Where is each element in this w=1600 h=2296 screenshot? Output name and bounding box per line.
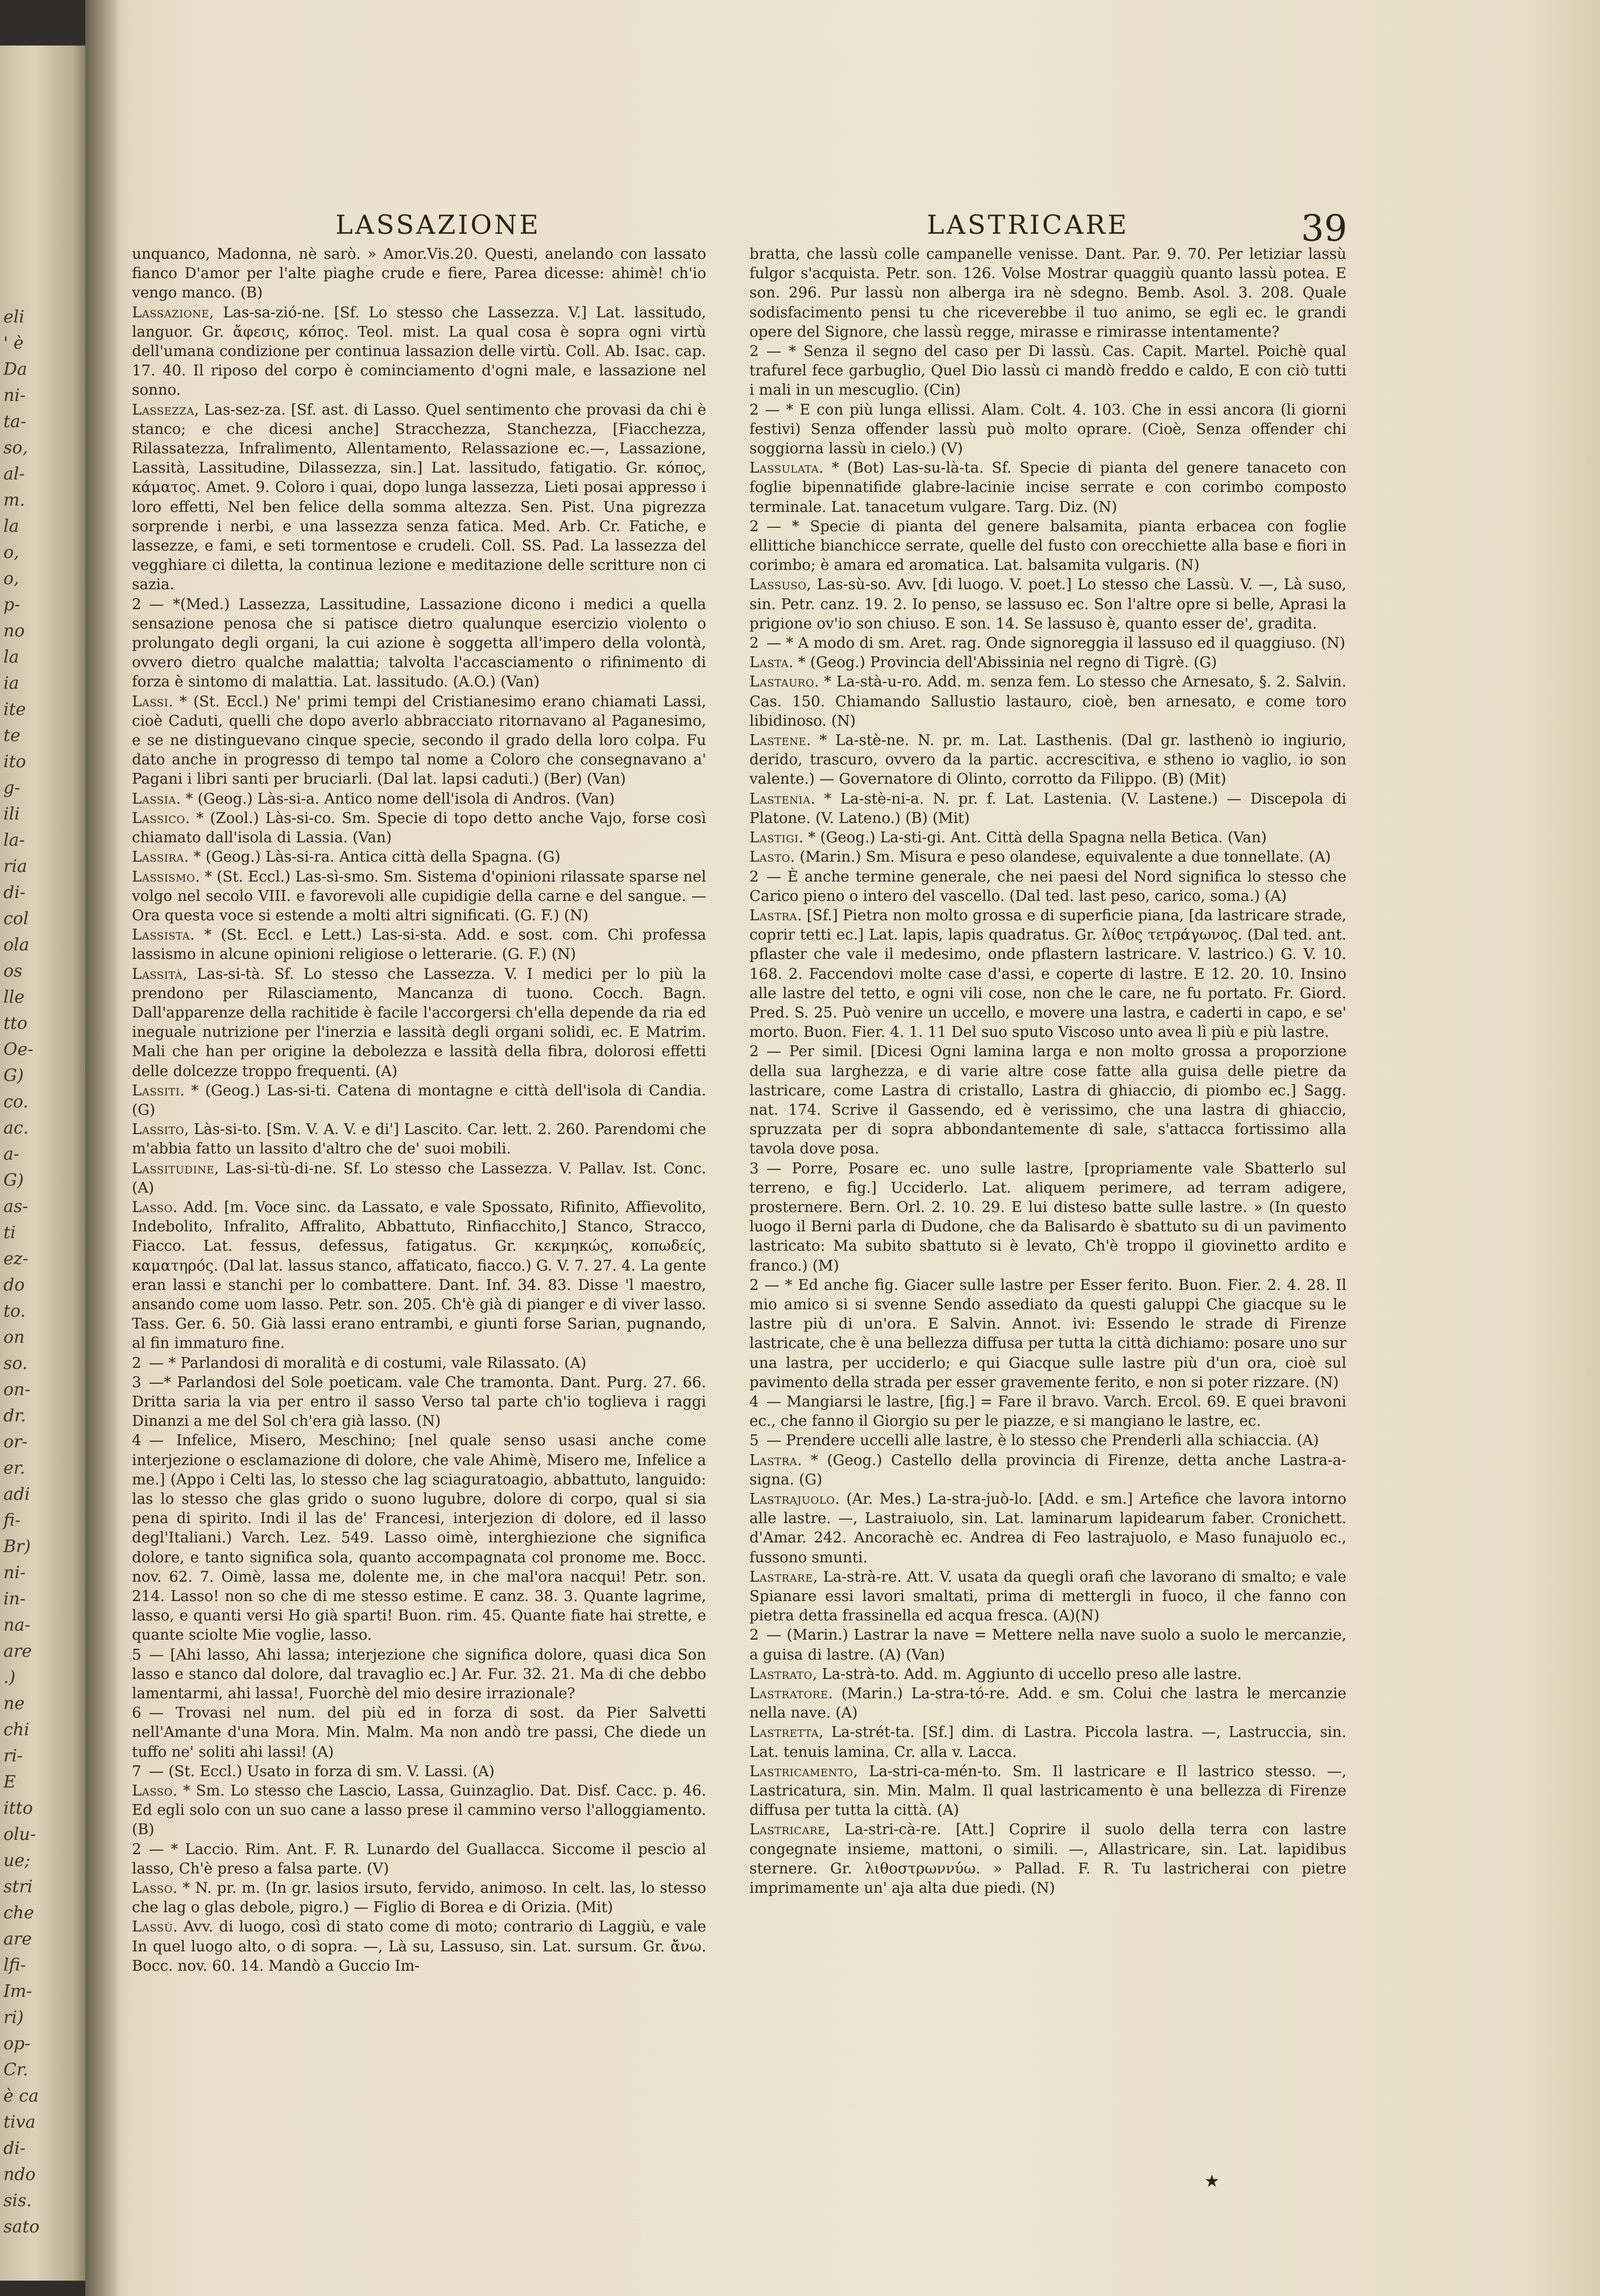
margin-fragment: è ca	[3, 2086, 39, 2106]
dictionary-entry	[132, 1354, 706, 1373]
entry-text: — (St. Eccl.) Usato in forza di sm. V. Lassi. (A)	[149, 1763, 495, 1780]
margin-fragment: so,	[3, 438, 28, 458]
margin-fragment: te	[3, 726, 20, 746]
dictionary-entry	[132, 1081, 706, 1120]
dictionary-entry	[132, 1373, 706, 1432]
margin-fragment: in-	[3, 1589, 26, 1609]
headword: Lastretta	[749, 1724, 819, 1741]
margin-fragment: na-	[3, 1615, 31, 1635]
sense-number: 4	[132, 1432, 142, 1450]
margin-fragment: op-	[3, 2034, 31, 2054]
entry-text: . (Marin.) La-stra-tó-re. Add. e sm. Colui che lastra le mercanzie nella nave. (A)	[749, 1685, 1346, 1722]
entry-text: . * (St. Eccl.) Ne' primi tempi del Cristianesimo erano chiamati Lassi, cioè Caduti, quelli che dopo averlo abbracciato ritornavano al Paganesimo, e se ne distinguevano cinque specie, secondo il grado della loro colpa. Fu dato anche in progresso di tempo tal nome a Coloro che consegnavano a' Pagani i libri santi per bruciarli. (Dal lat. lapsi caduti.) (Ber) (Van)	[132, 693, 706, 788]
dictionary-entry	[132, 867, 706, 926]
entry-text: . * (Bot) Las-su-là-ta. Sf. Specie di pianta del genere tanaceto con foglie bipennatifide glabre-lacinie incise serrate e con corimbo composto terminale. Lat. tanacetum vulgare. Targ. Diz. (N)	[749, 460, 1346, 516]
entry-text: , Làs-si-to. [Sm. V. A. V. e di'] Lascito. Car. lett. 2. 260. Parendomi che m'abbia fatto un lassito d'altro che de' suoi mobili.	[132, 1121, 706, 1158]
headword: Lassiti	[132, 1082, 180, 1099]
entry-text: . * (Geog.) Làs-si-a. Antico nome dell'isola di Andros. (Van)	[176, 790, 615, 808]
margin-fragment: itto	[3, 1798, 33, 1818]
margin-fragment: ' è	[3, 333, 24, 353]
dictionary-entry	[749, 400, 1346, 459]
dictionary-entry	[749, 342, 1346, 400]
left-page-edge	[0, 45, 85, 2281]
dictionary-entry	[132, 245, 706, 303]
page-number: 39	[1301, 208, 1348, 250]
margin-fragment: ri-	[3, 1746, 23, 1766]
entry-text: , La-strà-re. Att. V. usata da quegli orafi che lavorano di smalto; e vale Spianare essi lavori smaltati, prima di mettergli in fuoco, il che fanno con pietra detta frassinella ed acqua fresca. (A)(N)	[749, 1568, 1346, 1625]
dictionary-entry	[132, 1762, 706, 1781]
sense-number: 2	[749, 1627, 759, 1644]
margin-fragment: os	[3, 961, 23, 981]
sense-number: 6	[132, 1705, 142, 1722]
margin-fragment: ria	[3, 857, 27, 876]
dictionary-entry	[749, 828, 1346, 847]
dictionary-entry	[749, 1567, 1346, 1626]
margin-fragment: la	[3, 647, 19, 667]
margin-fragment: tiva	[3, 2112, 36, 2132]
dictionary-entry	[749, 1723, 1346, 1761]
margin-fragment: so.	[3, 1354, 28, 1374]
margin-fragment: or-	[3, 1432, 28, 1452]
margin-fragment: o,	[3, 543, 19, 562]
entry-text: — Porre, Posare ec. uno sulle lastre, [propriamente vale Sbatterlo sul terreno, e fig.] Ucciderlo. Lat. aliquem perimere, ad terram adigere, prosternere. Bern. Orl. 2. 10. 29. E lui disteso batte sulle lastre. » (In questo luogo il Berni parla di Dudone, che da Balisardo è sbattuto su di un pavimento lastricato: Ma subito sbattuto si è levato, Ch'è troppo il giovinetto ardito e franco.) (M)	[749, 1160, 1346, 1275]
entry-text: — * Laccio. Rim. Ant. F. R. Lunardo del Guallacca. Siccome il pescio al lasso, Ch'è preso a falsa parte. (V)	[132, 1840, 706, 1877]
margin-fragment: fi-	[3, 1511, 21, 1530]
entry-text: . (Marin.) Sm. Misura e peso olandese, equivalente a due tonnellate. (A)	[790, 849, 1331, 866]
headword: Lassuso	[749, 576, 807, 594]
margin-fragment: di-	[3, 2138, 26, 2158]
entry-text: . * N. pr. m. (In gr. lasios irsuto, fervido, animoso. In celt. las, lo stesso che lag o glas debole, pigro.) — Figlio di Borea e di Orizia. (Mit)	[132, 1880, 706, 1917]
margin-fragment: er.	[3, 1458, 26, 1478]
dictionary-entry	[132, 1879, 706, 1917]
margin-fragment: Oe-	[3, 1040, 34, 1060]
margin-fragment: on	[3, 1327, 25, 1347]
headword: Lastrare	[749, 1568, 813, 1586]
headword: Lassulata	[749, 460, 819, 477]
entry-text: . * La-stà-u-ro. Add. m. senza fem. Lo stesso che Arnesato, §. 2. Salvin. Cas. 150. Chiamando Sallustio lastauro, cioè, ben arnesato, e come toro libidinoso. (N)	[749, 673, 1346, 730]
margin-fragment: ni-	[3, 386, 26, 406]
margin-fragment: ne	[3, 1694, 25, 1714]
margin-fragment: eli	[3, 307, 24, 327]
entry-text: , La-strà-to. Add. m. Aggiunto di uccello preso alle lastre.	[812, 1665, 1242, 1683]
margin-fragment: chi	[3, 1720, 30, 1740]
headword: Lassi	[132, 693, 169, 710]
headword: Lassista	[132, 926, 190, 944]
running-head-right: LASTRICARE	[927, 209, 1129, 240]
margin-fragment: che	[3, 1903, 34, 1923]
dictionary-entry	[132, 1198, 706, 1354]
dictionary-entry	[749, 458, 1346, 517]
margin-fragment: la-	[3, 830, 25, 850]
dictionary-entry	[132, 595, 706, 692]
margin-fragment: stri	[3, 1877, 33, 1897]
margin-fragment: on-	[3, 1380, 31, 1400]
dictionary-entry	[749, 1684, 1346, 1723]
margin-fragment: ia	[3, 673, 19, 693]
dictionary-entry	[749, 906, 1346, 1042]
entry-text: — Infelice, Misero, Meschino; [nel quale senso usasi anche come interjezione o esclamazione di dolore, che vale Ahimè, Misero me, Infelice a me.] (Appo i Celti las, lo stesso che lag sciaguratoagio, abbattuto, languido: las lo stesso che glas grido o suono lugubre, dolore di corpo, qual si sia pena di spirito. Indi il las de' Francesi, interjezion di dolore, ed il lasso degl'Italiani.) Varch. Lez. 549. Lasso oimè, interghiezione che significa dolore, e tanto significa sola, quanto accompagnata col pronome me. Bocc. nov. 62. 7. Oimè, lassa me, dolente me, in che mal'ora nacqui! Petr. son. 214. Lasso! non so che di me stesso estime. E canz. 38. 3. Quante lagrime, lasso, e quanti versi Ho già sparti! Buon. rim. 45. Quante fiate hai strette, e quante sciolte Mie voglie, lasso.	[132, 1432, 706, 1644]
headword: Lastricare	[749, 1821, 826, 1839]
margin-fragment: .)	[3, 1668, 16, 1687]
margin-fragment: sato	[3, 2217, 40, 2237]
headword: Lastrato	[749, 1665, 813, 1683]
entry-text: . * La-stè-ne. N. pr. m. Lat. Lasthenis. (Dal gr. lasthenò io ingiurio, derido, trascuro, ovvero da la partic. accrescitiva, e stheno io vaglio, io son valente.) — Governatore di Olinto, corrotto da Filippo. (B) (Mit)	[749, 732, 1346, 788]
entry-text: . * Sm. Lo stesso che Lascio, Lassa, Guinzaglio. Dat. Disf. Cacc. p. 46. Ed egli solo con un suo cane a lasso prese il cammino verso l'alloggiamento. (B)	[132, 1782, 706, 1839]
sense-number: 3	[132, 1374, 142, 1391]
entry-text: , Las-sù-so. Avv. [di luogo. V. poet.] Lo stesso che Lassù. V. —, Là suso, sin. Petr. canz. 19. 2. Io penso, se lassuso ec. Son l'altre opre si belle, Aprasi la prigione ov'io son chiuso. E son. 14. Se lassuso è, quanto esser de', gradita.	[749, 576, 1346, 632]
sense-number: 7	[132, 1763, 142, 1780]
entry-text: . * (Geog.) Làs-si-ra. Antica città della Spagna. (G)	[184, 849, 561, 866]
headword: Lassico	[132, 809, 185, 827]
dictionary-entry	[749, 517, 1346, 576]
dictionary-entry	[132, 1917, 706, 1976]
margin-fragment: sis.	[3, 2191, 32, 2211]
dictionary-entry	[749, 867, 1346, 906]
dictionary-entry	[749, 731, 1346, 789]
sense-number: 2	[749, 1043, 759, 1061]
margin-fragment: lfi-	[3, 1955, 26, 1975]
entry-text: — * Senza il segno del caso per Di lassù. Cas. Capit. Martel. Poichè qual trafurel fece garbuglio, Quel Dio lassù ci mandò freddo e caldo, E con ciò tutti i mali in un mescuglio. (Cin)	[749, 343, 1346, 399]
dictionary-entry	[749, 634, 1346, 653]
entry-text: . Add. [m. Voce sinc. da Lassato, e vale Spossato, Rifinito, Affievolito, Indebolito, Infralito, Affralito, Abbattuto, Rinfiacchito,] Stanco, Stracco, Fiacco. Lat. fessus, defessus, fatigatus. Gr. κεκμηκώς, κοπωδείς, καματηρός. (Dal lat. lassus stanco, affaticato, fiacco.) G. V. 7. 27. 4. La gente eran lassi e stanchi per lo combattere. Dant. Inf. 34. 83. Disse 'l maestro, ansando come uom lasso. Petr. son. 205. Ch'è già di pianger e di viver lasso. Tass. Ger. 6. 50. Già lassi erano entrambi, e giunti forse Sarian, pugnando, al fin immaturo fine.	[132, 1198, 706, 1352]
dictionary-entry	[132, 1431, 706, 1645]
entry-text: , La-stri-cà-re. [Att.] Coprire il suolo della terra con lastre congegnate insieme, mattoni, o simili. —, Allastricare, sin. Lat. lapidibus sternere. Gr. λιθοστρωννύω. » Pallad. F. R. Tu lastricherai con pietre imprimamente un' aja alta due piedi. (N)	[749, 1821, 1346, 1897]
entry-text: — È anche termine generale, che nei paesi del Nord significa lo stesso che Carico pieno o intero del vascello. (Dal ted. last peso, carico, soma.) (A)	[749, 868, 1346, 905]
entry-text: , Las-si-tù-di-ne. Sf. Lo stesso che Lassezza. V. Pallav. Ist. Conc. (A)	[132, 1160, 706, 1197]
dictionary-entry	[749, 1451, 1346, 1490]
entry-text: 2 — * E con più lunga ellissi. Alam. Colt. 4. 103. Che in essi ancora (li giorni festivi) Senza offender lassù può molto oprare. (Cioè, Senza offender chi soggiorna lassù in cielo.) (V)	[749, 401, 1346, 458]
sense-number: 2	[749, 343, 759, 361]
margin-fragment: ri)	[3, 2008, 24, 2028]
sense-number: 3	[749, 1160, 759, 1177]
entry-text: . Avv. di luogo, così di stato come di moto; contrario di Laggiù, e vale In quel luogo alto, o di sopra. —, Là su, Lassuso, sin. Lat. sursum. Gr. ἄνω. Bocc. nov. 60. 14. Mandò a Guccio Im-	[132, 1918, 706, 1975]
margin-fragment: as-	[3, 1197, 28, 1217]
entry-text: . * (Geog.) Las-si-ti. Catena di montagne e città dell'isola di Candia. (G)	[132, 1082, 706, 1119]
entry-text: — * A modo di sm. Aret. rag. Onde signoreggia il lassuso ed il quaggiuso. (N)	[766, 635, 1346, 652]
entry-text: bratta, che lassù colle campanelle venisse. Dant. Par. 9. 70. Per letiziar lassù fulgor s'acquista. Petr. son. 126. Volse Mostrar quaggiù quanto lassù potea. E son. 296. Pur lassù non alberga ira nè sdegno. Bemb. Asol. 3. 208. Quale sodisfacimento pensi tu che riceverebbe il tuo animo, se egli ec. le grandi opere del Signore, che lassù regge, mirasse e rimirasse intentamente?	[749, 246, 1346, 341]
gutter-shadow	[85, 0, 119, 2296]
headword: Lassia	[132, 790, 176, 808]
margin-fragment: col	[3, 909, 29, 929]
margin-fragment: ite	[3, 700, 26, 719]
headword: Lasso	[132, 1880, 173, 1897]
entry-text: 2 — * Ed anche fig. Giacer sulle lastre per Esser ferito. Buon. Fier. 2. 4. 28. Il mio amico si si svenne Sendo assediato da questi galuppi Che giacque su le lastre più di un'ora. E Salvin. Annot. ivi: Essendo le strade di Firenze lastricate, che è una bellezza diffusa per tutta la città dichiamo: posare uno sur una lastra, per ucciderlo; e qui Giacque sulle lastre più d'un ora, cioè sul pavimento della strada per esser gravemente ferito, e non si poter rizzare. (N)	[749, 1276, 1346, 1391]
margin-fragment: tto	[3, 1013, 28, 1033]
dictionary-entry	[132, 809, 706, 847]
dictionary-entry	[749, 1431, 1346, 1450]
dictionary-entry	[132, 847, 706, 867]
margin-fragment: Da	[3, 359, 27, 379]
dictionary-entry	[132, 303, 706, 400]
dictionary-entry	[749, 1159, 1346, 1276]
dictionary-entry	[749, 1392, 1346, 1431]
left-column	[132, 245, 706, 2161]
margin-fragment: p-	[3, 595, 20, 615]
margin-fragment: ez-	[3, 1249, 28, 1269]
margin-fragment: o,	[3, 569, 19, 589]
entry-text: , Las-sez-za. [Sf. ast. di Lasso. Quel sentimento che provasi da chi è stanco; e che dicesi anche] Stracchezza, Stanchezza, [Fiacchezza, Rilassatezza, Infralimento, Allentamento, Relassazione ec.—, Lassazione, Lassità, Lassitudine, Dilassezza, sin.] Lat. lassitudo, fatigatio. Gr. κόπος, κάματος. Amet. 9. Coloro i quai, dopo lunga lassezza, Lieti posai appresso i loro effetti, Nel ben felice della somma altezza. Sen. Pist. Una pigrezza sorprende i nerbi, e una lassezza senza fatica. Med. Arb. Cr. Fatiche, e lassezze, e fami, e seti tormentose e crudeli. Coll. SS. Pad. La lassezza del vegghiare ci diletta, la continua lezione e meditazione delle scritture non ci sazia.	[132, 401, 706, 594]
margin-fragment: Cr.	[3, 2060, 28, 2080]
dictionary-entry	[749, 1625, 1346, 1664]
entry-text: , Las-si-tà. Sf. Lo stesso che Lassezza. V. I medici per lo più la prendono per Rilasciamento, Mancanza di tuono. Cocch. Bagn. Dall'apparenze della rachitide è facile l'accorgersi ch'ella depende da ria ed ineguale nutrizione per l'inerzia e lassità degli organi solidi, ec. E Matrim. Mali che han per origine la debolezza e lassità della fibra, dolorosi effetti delle dolcezze troppo frequenti. (A)	[132, 965, 706, 1080]
dictionary-entry	[132, 1840, 706, 1879]
entry-text: — Per simil. [Dicesi Ogni lamina larga e non molto grossa a proporzione della sua larghezza, e di varie altre cose fatte alla guisa delle pietre da lastricare, come Lastra di cristallo, Lastra di ghiaccio, di piombo ec.] Sagg. nat. 174. Scrive il Gassendo, ed è verissimo, che una lastra di ghiaccio, spruzzata per di sopra abbondantemente di sale, s'attacca fortissimo alla tavola dove posa.	[749, 1043, 1346, 1158]
margin-fragment: Im-	[3, 1981, 32, 2001]
margin-fragment: co.	[3, 1092, 28, 1112]
margin-fragment: ito	[3, 752, 26, 772]
running-head-left: LASSAZIONE	[335, 209, 541, 240]
entry-text: . * (Geog.) Provincia dell'Abissinia nel regno di Tigrè. (G)	[789, 654, 1217, 672]
headword: Lastrajuolo	[749, 1491, 835, 1508]
margin-fragment: ti	[3, 1223, 16, 1243]
margin-fragment: g-	[3, 778, 20, 798]
dictionary-entry	[749, 575, 1346, 634]
headword: Lassezza	[132, 401, 194, 419]
margin-fragment: no	[3, 621, 25, 641]
margin-fragment: adi	[3, 1484, 30, 1504]
sense-number: 5	[749, 1432, 759, 1450]
margin-fragment: a-	[3, 1144, 20, 1164]
sense-number: 2	[749, 868, 759, 886]
margin-fragment: do	[3, 1275, 25, 1295]
margin-fragment: G)	[3, 1170, 24, 1190]
sense-number: 5	[132, 1646, 142, 1664]
margin-fragment: are	[3, 1929, 32, 1949]
entry-text: — *(Med.) Lassezza, Lassitudine, Lassazione dicono i medici a quella sensazione penosa che si patisce dietro qualunque esercizio violento o prolungato degli organi, la cui azione è soggetta all'impero della volontà, ovvero dietro qualche malattia; talvolta l'accasciamento o rifinimento di forza è sintomo di malattia. Lat. lassitudo. (A.O.) (Van)	[132, 595, 706, 691]
dictionary-entry	[132, 1159, 706, 1198]
margin-fragment: ta-	[3, 412, 27, 432]
dictionary-entry	[749, 1665, 1346, 1684]
margin-fragment: to.	[3, 1301, 26, 1321]
headword: Lassitudine	[132, 1160, 214, 1177]
margin-fragment: Br)	[3, 1537, 31, 1557]
headword: Lastra	[749, 907, 798, 924]
headword: Lasso	[132, 1782, 173, 1800]
dictionary-entry	[132, 1703, 706, 1762]
headword: Lasso	[132, 1198, 173, 1216]
headword: Lasta	[749, 654, 789, 672]
margin-fragment: ili	[3, 804, 20, 824]
dictionary-entry	[749, 672, 1346, 731]
margin-fragment: ni-	[3, 1563, 26, 1583]
entry-text: — * Specie di pianta del genere balsamita, pianta erbacea con foglie ellittiche bianchicce serrate, quelle del fusto con orecchiette alla base e fiori in corimbo; è amara ed aromatica. Lat. balsamita vulgaris. (N)	[749, 518, 1346, 574]
dictionary-entry	[132, 789, 706, 809]
margin-fragment: al-	[3, 464, 25, 484]
margin-fragment: ac.	[3, 1118, 29, 1138]
dictionary-entry	[749, 1042, 1346, 1159]
dictionary-entry	[132, 400, 706, 595]
entry-text: . * (St. Eccl.) Las-sì-smo. Sm. Sistema d'opinioni rilassate sparse nel volgo nel secolo VIII. e favorevoli alle cupidigie della carne e del sangue. — Ora questa voce si estende a molti altri significati. (G. F.) (N)	[132, 868, 706, 924]
entry-text: unquanco, Madonna, nè sarò. » Amor.Vis.20. Questi, anelando con lassato fianco D'amor per l'alte piaghe crude e fiere, Parea dicesse: ahimè! ch'io vengo manco. (B)	[132, 246, 706, 302]
margin-fragment: ndo	[3, 2165, 36, 2185]
margin-fragment: are	[3, 1641, 32, 1661]
margin-fragment: G)	[3, 1066, 24, 1086]
margin-fragment: lle	[3, 987, 24, 1007]
entry-text: . * (Geog.) Castello della provincia di Firenze, detta anche Lastra-a-signa. (G)	[749, 1451, 1346, 1488]
margin-fragment: m.	[3, 490, 25, 510]
entry-text: . * (Geog.) La-sti-gi. Ant. Città della Spagna nella Betica. (Van)	[798, 829, 1267, 847]
headword: Lassito	[132, 1121, 184, 1139]
headword: Lastene	[749, 732, 807, 750]
entry-text: . * La-stè-ni-a. N. pr. f. Lat. Lastenia. (V. Lastene.) — Discepola di Platone. (V. Lateno.) (B) (Mit)	[749, 790, 1346, 827]
headword: Lassira	[132, 849, 184, 866]
dictionary-entry	[749, 653, 1346, 672]
entry-text: , Las-sa-zió-ne. [Sf. Lo stesso che Lassezza. V.] Lat. lassitudo, languor. Gr. ἄφεσις, κόπος. Teol. mist. La qual cosa è sopra ogni virtù dell'umana condizione per continua lassazion delle virtù. Coll. Ab. Isac. cap. 17. 40. Il riposo del corpo è cominciamento d'ogni male, e lassazione nel sonno.	[132, 304, 706, 399]
headword: Lastricamento	[749, 1763, 853, 1780]
sense-number: 2	[749, 518, 759, 535]
entry-text: — [Ahi lasso, Ahi lassa; interjezione che significa dolore, quasi dica Son lasso e stanco dal dolore, dal travaglio ec.] Ar. Fur. 32. 21. Ma di che debbo lamentarmi, ahi lassa!, Fuorchè del mio desire irrazionale?	[132, 1646, 706, 1703]
margin-fragment: ue;	[3, 1851, 31, 1871]
right-column	[749, 245, 1346, 2161]
headword: Lastauro	[749, 673, 815, 691]
dictionary-entry	[749, 1820, 1346, 1898]
entry-text: — * Parlandosi di moralità e di costumi, vale Rilassato. (A)	[149, 1354, 587, 1372]
dictionary-entry	[132, 925, 706, 964]
entry-text: — Mangiarsi le lastre, [fig.] = Fare il bravo. Varch. Ercol. 69. E quei bravoni ec., che fanno il Giorgio su per le piazze, e si mangiano le lastre, ec.	[749, 1393, 1346, 1430]
end-mark: ★	[1204, 2171, 1220, 2191]
dictionary-entry	[132, 965, 706, 1081]
headword: Lasto	[749, 849, 790, 866]
dictionary-entry	[132, 1645, 706, 1704]
sense-number: 4	[749, 1393, 759, 1410]
entry-text: — Trovasi nel num. del più ed in forza di sost. da Pier Salvetti nell'Amante d'una Mora. Min. Malm. Ma non andò tre passi, Che diede un tuffo ne' soliti ahi lassi! (A)	[132, 1705, 706, 1761]
entry-text: , La-strét-ta. [Sf.] dim. di Lastra. Piccola lastra. —, Lastruccia, sin. Lat. tenuis lamina. Cr. alla v. Lacca.	[749, 1724, 1346, 1761]
entry-text: . * (St. Eccl. e Lett.) Las-si-sta. Add. e sost. com. Chi professa lassismo in alcune opinioni religiose o letterarie. (G. F.) (N)	[132, 926, 706, 963]
entry-text: —* Parlandosi del Sole poeticam. vale Che tramonta. Dant. Purg. 27. 66. Dritta saria la via per entro il sasso Verso tal parte ch'io toglieva i raggi Dinanzi a me del Sol ch'era già lasso. (N)	[132, 1374, 706, 1430]
dictionary-entry	[749, 245, 1346, 342]
headword: Lastra	[749, 1451, 798, 1469]
margin-fragment: di-	[3, 883, 26, 903]
margin-fragment: E	[3, 1772, 16, 1792]
headword: Lastratore	[749, 1685, 828, 1703]
headword: Lastigi	[749, 829, 799, 847]
headword: Lassù	[132, 1918, 173, 1936]
entry-text: — (Marin.) Lastrar la nave = Mettere nella nave suolo a suolo le mercanzie, a guisa di lastre. (A) (Van)	[749, 1627, 1346, 1664]
headword: Lastenia	[749, 790, 811, 808]
dictionary-entry	[749, 789, 1346, 828]
entry-text: . (Ar. Mes.) La-stra-juò-lo. [Add. e sm.] Artefice che lavora intorno alle lastre. —, Lastraiuolo, sin. Lat. laminarum lapidearum faber. Cronichett. d'Amar. 242. Ancorachè ec. Andrea di Feo lastrajuolo, e Maso funajuolo ec., fussono smunti.	[749, 1491, 1346, 1566]
headword: Lassazione	[132, 304, 209, 321]
margin-fragment: la	[3, 516, 19, 536]
margin-fragment: olu-	[3, 1825, 36, 1844]
dictionary-entry	[749, 1276, 1346, 1392]
headword: Lassità	[132, 965, 183, 983]
sense-number: 2	[132, 595, 142, 613]
dictionary-entry	[749, 1490, 1346, 1567]
entry-text: . [Sf.] Pietra non molto grossa e di superficie piana, [da lastricare strade, coprir tetti ec.] Lat. lapis, lapis quadratus. Gr. λίθος τετράγωνος. (Dal ted. ant. pflaster che vale il medesimo, onde pflastern lastricare. V. lastrico.) G. V. 10. 168. 2. Faccendovi molte case d'assi, e coperte di lastre. E 12. 20. 10. Insino alle lastre del tetto, e ogni vili cose, non che le care, ne fu portato. Fr. Giord. Pred. S. 25. Può venire un uccello, e movere una lastra, e caderti in capo, e se' morto. Buon. Fier. 4. 1. 11 Del suo sputo Viscoso unto avea lì più e più lastre.	[749, 907, 1346, 1041]
dictionary-entry	[132, 1120, 706, 1159]
dictionary-entry	[749, 847, 1346, 867]
sense-number: 2	[132, 1840, 142, 1858]
dictionary-entry	[132, 1781, 706, 1840]
margin-fragment: dr.	[3, 1406, 26, 1426]
sense-number: 2	[749, 635, 759, 652]
entry-text: . * (Zool.) Làs-si-co. Sm. Specie di topo detto anche Vajo, forse così chiamato dall'isola di Lassia. (Van)	[132, 809, 706, 847]
entry-text: — Prendere uccelli alle lastre, è lo stesso che Prenderli alla schiaccia. (A)	[766, 1432, 1319, 1450]
sense-number: 2	[132, 1354, 142, 1372]
dictionary-entry	[132, 692, 706, 789]
margin-fragment: ola	[3, 935, 30, 955]
headword: Lassismo	[132, 868, 196, 886]
entry-text: , La-stri-ca-mén-to. Sm. Il lastricare e Il lastrico stesso. —, Lastricatura, sin. Min. Malm. Il qual lastricamento è una bellezza di Firenze diffusa per tutta la città. (A)	[749, 1763, 1346, 1819]
dictionary-entry	[749, 1762, 1346, 1821]
